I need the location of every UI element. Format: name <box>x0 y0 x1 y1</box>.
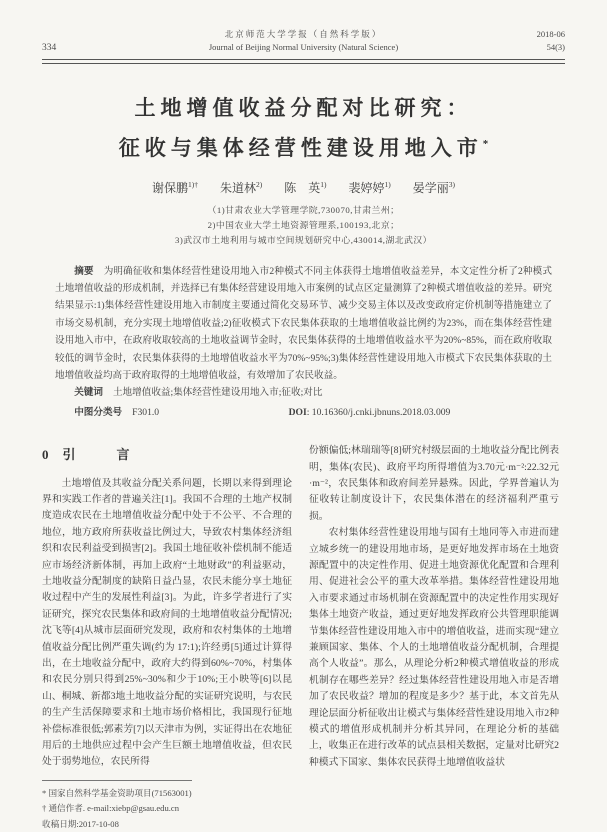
running-head <box>42 28 565 54</box>
abstract-text: 为明确征收和集体经营性建设用地入市2种模式不同主体获得土地增值收益差异，本文定性分析了2种模式土地增值收益的形成机制，并选择已有集体经营建设用地入市案例的试点区定量测算了2种模式增值收益的差异。研究结果显示:1)集体经营性建设用地入市制度主要通过简化交易环节、减少交易主体以及改变政府定价机制等措施建立了市场交易机制，充分实现土地增值收益;2)征收模式下农民集体获取的土地增值收益比例约为23%，而在集体经营性建设用地入市中，在政府收取较高的土地收益调节金时，农民集体获得的土地增值收益水平为20%~85%，而在政府收取较低的调节金时，农民集体获得的土地增值收益水平为70%~95%;3)集体经营性建设用地入市模式下农民集体获取的土地增值收益均高于政府取得的土地增值收益，有效增加了农民收益。 <box>55 265 553 381</box>
section-title: 引 言 <box>62 447 144 463</box>
doi-label: DOI <box>288 406 307 418</box>
body-paragraph: 份额偏低;林瑞瑞等[8]研究村级层面的土地收益分配比例表明，集体(农民)、政府平均所得增值为3.70元·m⁻²:22.32元·m⁻²，农民集体和政府间差异悬殊。因此，学界普遍认为征收转让制度设计下，农民集体潜在的经济福利严重亏损。 <box>309 445 559 522</box>
section-number: 0 <box>42 447 49 463</box>
issue-info <box>495 28 565 54</box>
article-title-line1: 土地增值收益分配对比研究： <box>134 95 473 120</box>
section-heading-intro <box>42 447 292 463</box>
affiliation: （1)甘肃农业大学管理学院,730070,甘肃兰州； <box>207 204 400 215</box>
author: 朱道林$^{2)}$ <box>219 179 263 195</box>
author: 晏学丽$^{3)}$ <box>412 179 456 195</box>
footnote-received-date: 收稿日期:2017-10-08 <box>42 818 119 829</box>
page-number: 334 <box>42 43 57 53</box>
volume-issue: 54(3) <box>546 42 565 52</box>
meta-row <box>55 404 552 421</box>
author-list <box>42 179 565 196</box>
keywords-label: 关键词 <box>74 387 103 399</box>
classification-value: F301.0 <box>132 406 160 418</box>
affiliation-list <box>42 203 565 248</box>
article-title <box>42 90 565 166</box>
article-title-line2: 征收与集体经营性建设用地入市* <box>118 135 489 160</box>
journal-name-en: Journal of Beijing Normal University (Natural Science) <box>208 42 399 52</box>
author: 陈 英$^{1)}$ <box>284 179 327 195</box>
doi <box>289 404 552 421</box>
classification-label: 中图分类号 <box>74 406 123 418</box>
journal-name-cn: 北京师范大学学报（自然科学版） <box>224 29 383 39</box>
title-footnote-mark: * <box>482 137 489 150</box>
affiliation: 3)武汉市土地利用与城市空间规划研究中心,430014,湖北武汉） <box>175 234 432 245</box>
footnote-funding: * 国家自然科学基金资助项目(71563001) <box>42 787 192 798</box>
journal-name <box>112 28 495 54</box>
abstract <box>55 263 552 385</box>
keywords-text: 土地增值收益;集体经营性建设用地入市;征收;对比 <box>112 387 323 399</box>
right-column <box>309 443 559 832</box>
footnote-corresponding-author: † 通信作者. e-mail:xiebp@gsau.edu.cn <box>42 803 180 814</box>
issue-date: 2018-06 <box>536 29 565 39</box>
footnote-block <box>42 780 292 832</box>
classification <box>55 404 289 421</box>
footnote-rule <box>42 780 192 781</box>
body-paragraph: 土地增值及其收益分配关系问题，长期以来得到理论界和实践工作者的普遍关注[1]。我国不合理的土地产权制度造成农民在土地增值收益分配中处于不公平、不合理的地位，地方政府所获收益比例过大，导致农村集体经济组织和农民利益受到损害[2]。我国土地征收补偿机制不能适应市场经济新体制，再加上政府“土地财政”的利益驱动，土地收益分配制度的缺陷日益凸显，农民未能分享土地征收过程中产生的发展性利益[3]。为此，许多学者进行了实证研究，探究农民集体和政府间的土地增值收益分配情况;沈飞等[4]从城市层面研究发现，政府和农村集体的土地增值收益分配比例严重失调(约为 17:1);许经勇[5]通过计算得出，在土地收益分配中，政府大约得到60%~70%，村集体和农民分别只得到25%~30%和少于10%;王小映等[6]以昆山、桐城、新都3地土地收益分配的实证研究说明，与农民的生产生活保障要求和土地市场价格相比，我国现行征地补偿标准很低;郭素芳[7]以天津市为例，实证得出在农地征用后的土地供应过程中会产生巨额土地增值收益，但农民处于弱势地位，农民所得 <box>42 477 292 768</box>
body-paragraph: 农村集体经营性建设用地与国有土地同等入市进而建立城乡统一的建设用地市场，是更好地发挥市场在土地资源配置中的决定性作用、促进土地资源优化配置和合理利用、促进社会公平的重大改革举措。集体经营性建设用地入市要求通过市场机制在资源配置中的决定性作用实现好集体土地资产收益，通过更好地发挥政府公共管理职能调节集体经营性建设用地入市中的增值收益，进而实现“建立兼顾国家、集体、个人的土地增值收益分配机制，合理提高个人收益”。那么，从理论分析2种模式增值收益的形成机制存在哪些差异？经过集体经营性建设用地入市是否增加了农民收益？增加的程度是多少？基于此，本文首先从理论层面分析征收出让模式与集体经营性建设用地入市2种模式的增值形成机制并分析其异同，在理论分析的基础上，收集正在进行改革的试点县相关数据，定量对比研究2种模式下国家、集体农民获得土地增值收益状 <box>309 527 559 768</box>
abstract-label: 摘要 <box>74 265 94 277</box>
left-column <box>42 443 292 832</box>
author: 裴婷婷$^{1)}$ <box>348 179 391 195</box>
keywords <box>55 384 552 401</box>
header-rule <box>42 59 565 64</box>
doi-value: : 10.16360/j.cnki.jbnuns.2018.03.009 <box>306 406 451 418</box>
article-body <box>42 443 565 832</box>
author: 谢保鹏$^{1)\dagger}$ <box>151 179 198 195</box>
affiliation: 2)中国农业大学土地资源管理系,100193,北京； <box>207 219 400 230</box>
